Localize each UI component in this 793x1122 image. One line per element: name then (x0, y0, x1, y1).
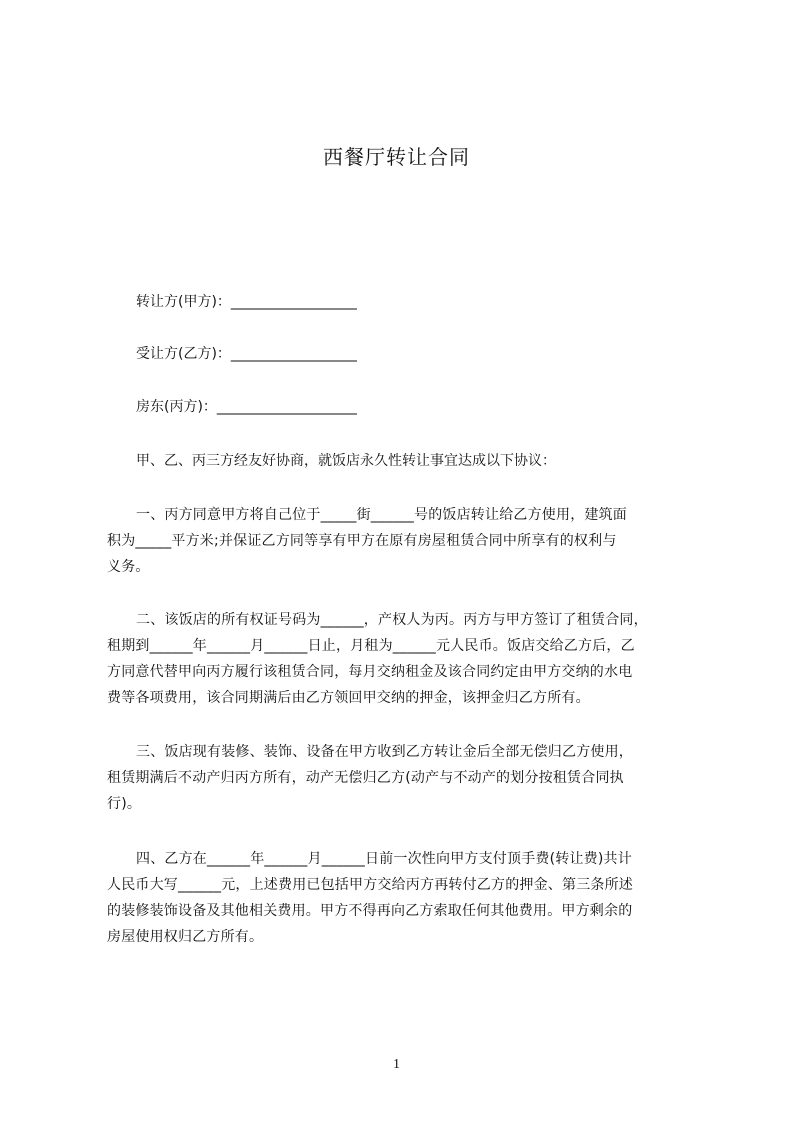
document-title: 西餐厅转让合同 (323, 145, 470, 169)
clause-2-line: 租期到______年______月______日止，月租为______元人民币。饭店交给乙方后，乙 (107, 638, 635, 654)
clause-4-line: 的装修装饰设备及其他相关费用。甲方不得再向乙方索取任何其他费用。甲方剩余的 (107, 903, 633, 919)
clause-3-line: 行)。 (107, 796, 142, 812)
clause-4 (107, 846, 699, 950)
clause-2 (107, 607, 699, 711)
clause-1-line: 积为_____平方米;并保证乙方同等享有甲方在原有房屋租赁合同中所享有的权利与 (107, 533, 617, 549)
transferor-field: 转让方(甲方)：__________________ (136, 294, 357, 310)
landlord-field: 房东(丙方)：____________________ (136, 399, 357, 415)
page-number: 1 (393, 1057, 400, 1072)
clause-1 (107, 502, 699, 580)
clause-4-line: 房屋使用权归乙方所有。 (107, 929, 264, 945)
clause-2-line: 方同意代替甲向丙方履行该租赁合同，每月交纳租金及该合同约定由甲方交纳的水电 (107, 664, 633, 680)
clause-3-line: 租赁期满后不动产归丙方所有，动产无偿归乙方(动产与不动产的划分按租赁合同执 (107, 770, 624, 786)
intro-paragraph: 甲、乙、丙三方经友好协商，就饭店永久性转让事宜达成以下协议： (136, 453, 556, 469)
clause-1-line: 义务。 (107, 559, 150, 575)
clause-3-line: 三、饭店现有装修、装饰、设备在甲方收到乙方转让金后全部无偿归乙方使用， (136, 744, 633, 760)
clause-2-line: 费等各项费用，该合同期满后由乙方领回甲交纳的押金，该押金归乙方所有。 (107, 690, 590, 706)
clause-3 (107, 739, 699, 817)
clause-2-line: 二、该饭店的所有权证号码为______，产权人为丙。丙方与甲方签订了租赁合同， (136, 612, 648, 628)
clause-1-line: 一、丙方同意甲方将自己位于_____街______号的饭店转让给乙方使用，建筑面 (136, 507, 627, 523)
transferee-field: 受让方(乙方)：__________________ (136, 346, 357, 362)
clause-4-line: 人民币大写______元，上述费用已包括甲方交给丙方再转付乙方的押金、第三条所述 (107, 877, 633, 893)
clause-4-line: 四、乙方在______年______月______日前一次性向甲方支付顶手费(转让费)共计 (136, 851, 632, 867)
